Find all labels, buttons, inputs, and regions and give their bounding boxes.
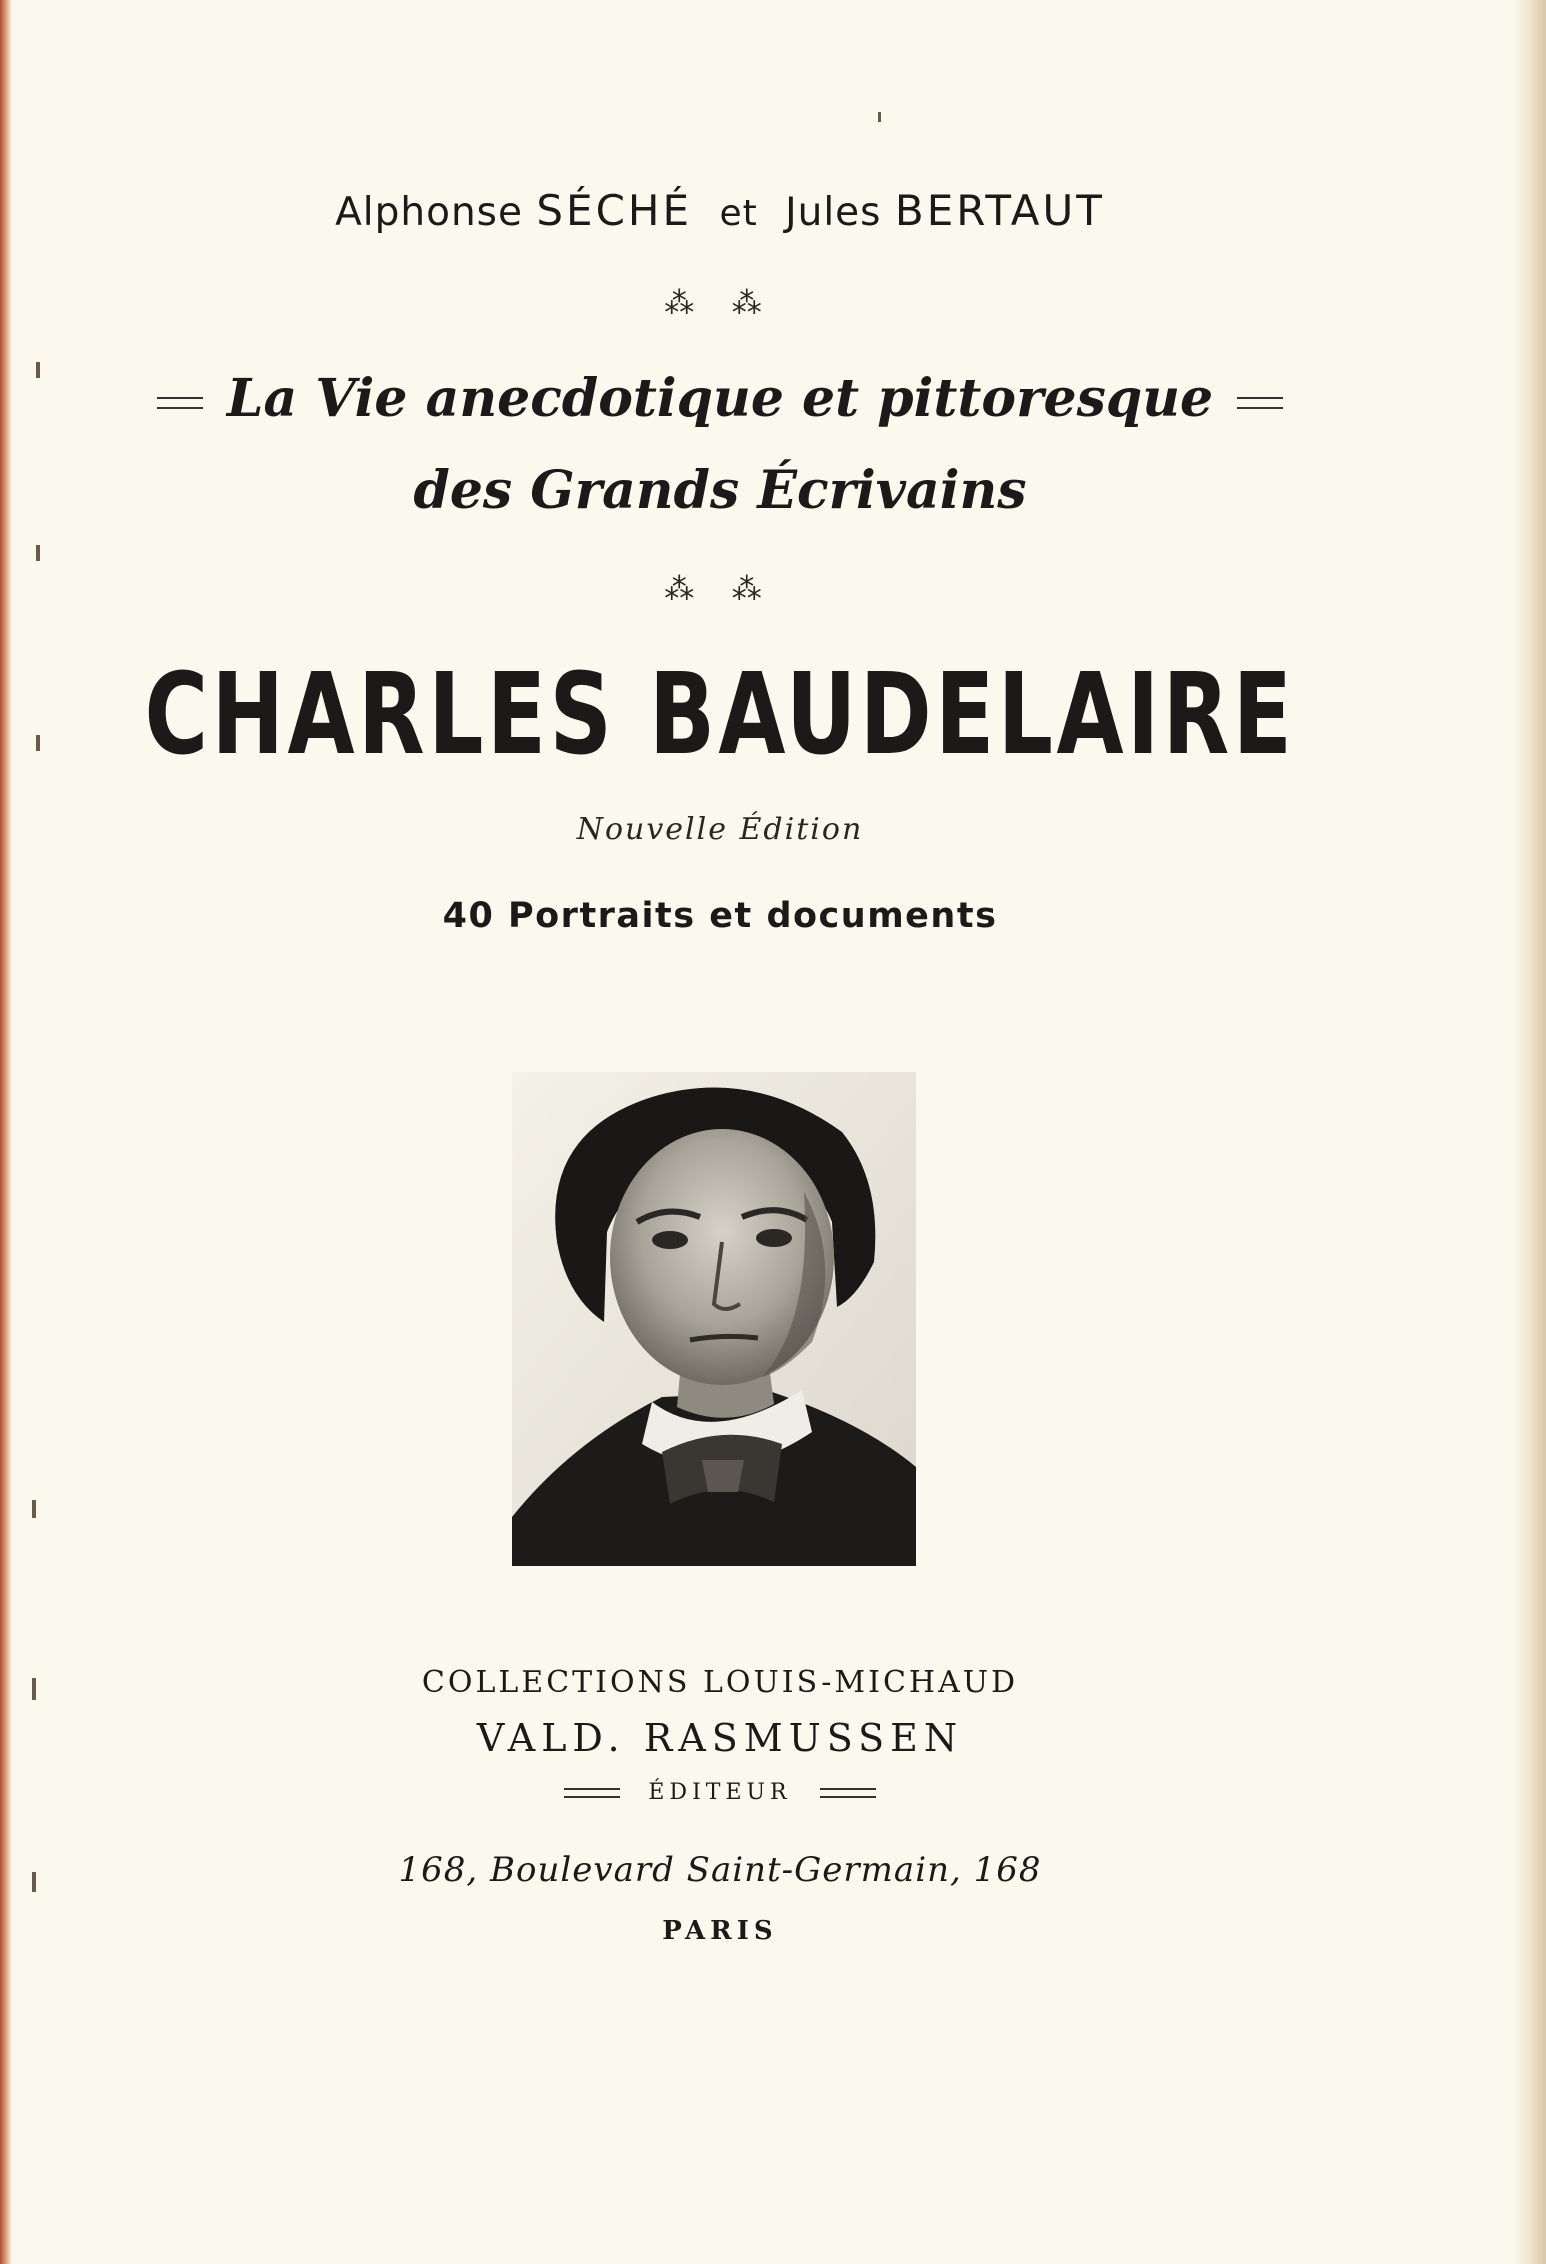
publisher-address: 168, Boulevard Saint-Germain, 168 xyxy=(398,1850,1042,1890)
margin-mark xyxy=(32,1678,36,1700)
author-1-last-name: SÉCHÉ xyxy=(536,186,693,235)
series-title-line-1 xyxy=(0,368,1440,429)
margin-mark xyxy=(36,545,40,561)
margin-mark xyxy=(32,1872,36,1892)
contents-note: 40 Portraits et documents xyxy=(442,896,998,936)
publisher-right-rule xyxy=(820,1788,876,1798)
series-title-text-1: La Vie anecdotique et pittoresque xyxy=(226,368,1214,429)
publisher-collection: COLLECTIONS LOUIS-MICHAUD xyxy=(421,1665,1019,1700)
publisher-city: PARIS xyxy=(662,1916,778,1946)
margin-mark xyxy=(36,362,40,378)
author-2-first-name: Jules xyxy=(785,190,882,235)
publisher-role: ÉDITEUR xyxy=(648,1780,792,1805)
margin-mark xyxy=(878,112,881,122)
publisher-name: VALD. RASMUSSEN xyxy=(476,1716,964,1760)
publisher-left-rule xyxy=(564,1788,620,1798)
book-title: CHARLES BAUDELAIRE xyxy=(144,650,1296,780)
series-left-rule xyxy=(157,397,203,409)
margin-mark xyxy=(32,1500,36,1518)
ornament-asterisms-middle: ⁂ ⁂ xyxy=(664,572,776,607)
margin-mark xyxy=(36,735,40,751)
authors-line xyxy=(0,186,1440,235)
series-right-rule xyxy=(1237,397,1283,409)
series-title-line-2: des Grands Écrivains xyxy=(413,460,1027,521)
publisher-role-line xyxy=(0,1780,1440,1805)
author-1-first-name: Alphonse xyxy=(335,190,523,235)
portrait-photograph-icon xyxy=(512,1072,916,1566)
portrait-drawing xyxy=(512,1072,916,1566)
author-2-last-name: BERTAUT xyxy=(894,186,1105,235)
edition-note: Nouvelle Édition xyxy=(576,812,864,847)
ornament-asterisms-top: ⁂ ⁂ xyxy=(664,286,776,321)
authors-conjunction: et xyxy=(719,193,758,234)
